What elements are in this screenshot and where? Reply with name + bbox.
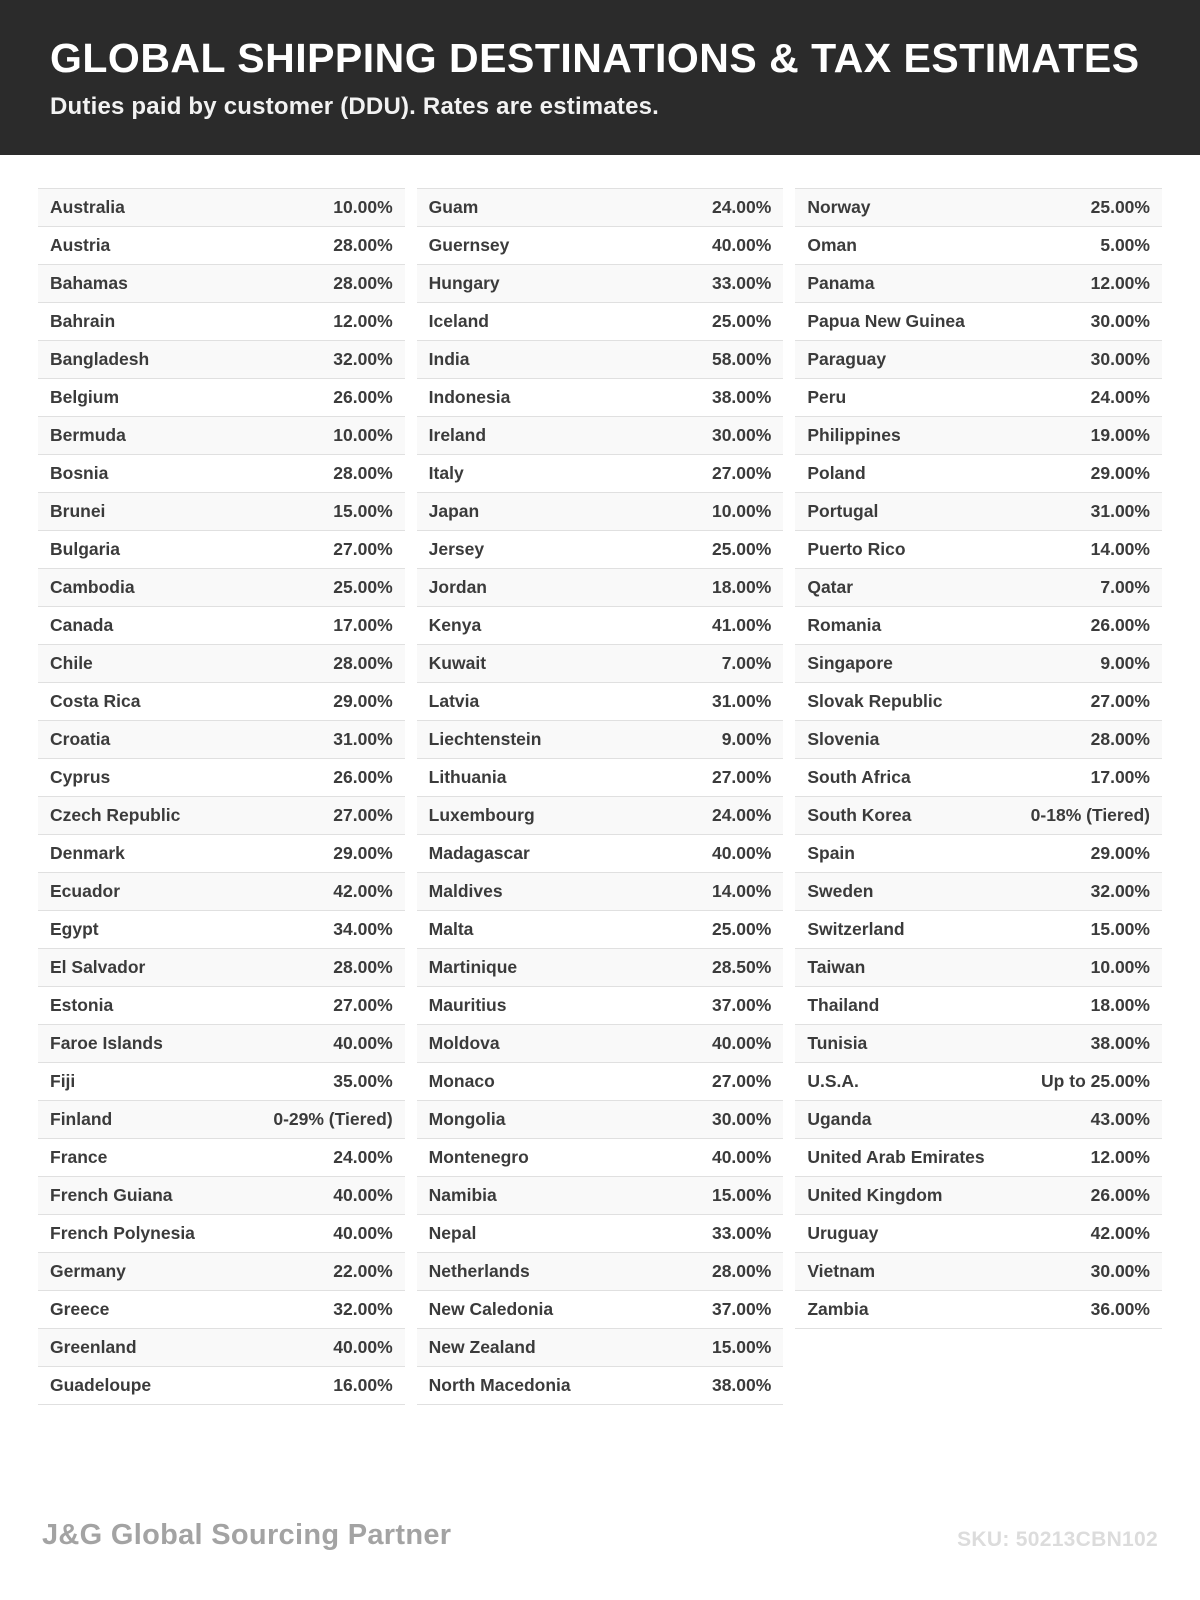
tax-rate: 31.00% [711, 691, 772, 712]
table-row [38, 873, 405, 911]
table-row [417, 1329, 784, 1367]
country-name: Mongolia [428, 1109, 506, 1130]
tax-rate: 16.00% [333, 1375, 393, 1396]
table-row [795, 683, 1162, 721]
table-row [38, 645, 405, 683]
country-name: Taiwan [807, 957, 866, 978]
country-name: Guadeloupe [50, 1375, 152, 1396]
tax-rate: 26.00% [333, 387, 393, 408]
country-name: Croatia [50, 729, 111, 750]
table-row [795, 797, 1162, 835]
tax-rate: 10.00% [711, 501, 772, 522]
tax-rate: 27.00% [333, 805, 393, 826]
tax-rate: 15.00% [333, 501, 393, 522]
table-row [417, 1177, 784, 1215]
country-name: Indonesia [428, 387, 511, 408]
tax-rate: 29.00% [333, 691, 393, 712]
table-row [795, 1177, 1162, 1215]
tax-rate: 29.00% [1090, 463, 1150, 484]
country-name: French Guiana [50, 1185, 173, 1206]
country-name: Namibia [428, 1185, 497, 1206]
table-row [795, 455, 1162, 493]
country-name: Luxembourg [428, 805, 535, 826]
table-row [417, 987, 784, 1025]
country-name: Fiji [50, 1071, 76, 1092]
country-name: Nepal [428, 1223, 477, 1244]
country-name: Bulgaria [50, 539, 121, 560]
tax-rate: 19.00% [1090, 425, 1150, 446]
country-name: South Africa [807, 767, 911, 788]
table-row [417, 1253, 784, 1291]
country-name: Panama [807, 273, 875, 294]
table-row [38, 531, 405, 569]
table-row [417, 911, 784, 949]
country-name: Cyprus [50, 767, 111, 788]
table-row [417, 759, 784, 797]
table-row [795, 1291, 1162, 1329]
country-name: Australia [50, 197, 125, 218]
table-row [417, 949, 784, 987]
country-name: Slovenia [807, 729, 880, 750]
table-row [38, 1025, 405, 1063]
country-name: Thailand [807, 995, 880, 1016]
page-header [0, 0, 1200, 155]
tax-rate: 28.00% [333, 273, 393, 294]
table-row [38, 835, 405, 873]
table-row [38, 1329, 405, 1367]
tax-rate: 28.00% [1090, 729, 1150, 750]
country-name: Moldova [428, 1033, 500, 1054]
table-row [795, 835, 1162, 873]
table-row [417, 569, 784, 607]
table-row [38, 607, 405, 645]
rate-column-3 [795, 188, 1162, 1329]
country-name: Latvia [428, 691, 480, 712]
table-row [38, 417, 405, 455]
country-name: Germany [50, 1261, 126, 1282]
country-name: Montenegro [428, 1147, 529, 1168]
table-row [38, 1291, 405, 1329]
tax-rate: 29.00% [333, 843, 393, 864]
country-name: United Arab Emirates [807, 1147, 985, 1168]
country-name: Ecuador [50, 881, 121, 902]
country-name: Bahamas [50, 273, 128, 294]
rate-column-2 [417, 188, 784, 1405]
tax-rate: 38.00% [1090, 1033, 1150, 1054]
tax-rate: 7.00% [1100, 577, 1150, 598]
table-row [417, 1025, 784, 1063]
tax-rate: 30.00% [1090, 311, 1150, 332]
tax-rate: 24.00% [333, 1147, 393, 1168]
tax-rate: 12.00% [333, 311, 393, 332]
country-name: Oman [807, 235, 857, 256]
country-name: Puerto Rico [807, 539, 906, 560]
table-row [38, 759, 405, 797]
country-name: Madagascar [428, 843, 530, 864]
table-row [795, 189, 1162, 227]
country-name: Canada [50, 615, 114, 636]
tax-rate: 34.00% [333, 919, 393, 940]
country-name: Qatar [807, 577, 854, 598]
tax-rate: 0-18% (Tiered) [1030, 805, 1150, 826]
tax-rate: 18.00% [1090, 995, 1150, 1016]
tax-rate: 18.00% [711, 577, 772, 598]
table-row [38, 493, 405, 531]
table-row [795, 1139, 1162, 1177]
country-name: Netherlands [428, 1261, 530, 1282]
table-row [417, 265, 784, 303]
country-name: Austria [50, 235, 111, 256]
tax-rate: 33.00% [711, 1223, 772, 1244]
country-name: Tunisia [807, 1033, 868, 1054]
table-row [417, 721, 784, 759]
country-name: Ireland [428, 425, 487, 446]
tax-rate: 0-29% (Tiered) [273, 1109, 393, 1130]
table-row [417, 873, 784, 911]
tax-rate: 40.00% [333, 1337, 393, 1358]
table-row [38, 265, 405, 303]
country-name: France [50, 1147, 108, 1168]
table-row [795, 1215, 1162, 1253]
country-name: New Caledonia [428, 1299, 554, 1320]
table-row [417, 341, 784, 379]
tax-rate: 32.00% [333, 349, 393, 370]
country-name: Uganda [807, 1109, 872, 1130]
table-row [795, 911, 1162, 949]
table-row [795, 949, 1162, 987]
tax-rate: 30.00% [711, 1109, 772, 1130]
tax-rate: 24.00% [711, 805, 772, 826]
tax-rate: 25.00% [711, 311, 772, 332]
table-row [417, 303, 784, 341]
country-name: Mauritius [428, 995, 507, 1016]
country-name: Malta [428, 919, 474, 940]
country-name: Greenland [50, 1337, 137, 1358]
table-row [417, 189, 784, 227]
country-name: Faroe Islands [50, 1033, 163, 1054]
tax-rate: 40.00% [333, 1185, 393, 1206]
country-name: India [428, 349, 470, 370]
tax-rate: 25.00% [711, 539, 772, 560]
country-name: Iceland [428, 311, 489, 332]
table-row [795, 1101, 1162, 1139]
tax-rate: 26.00% [1090, 1185, 1150, 1206]
table-row [417, 1063, 784, 1101]
table-row [417, 683, 784, 721]
table-row [795, 417, 1162, 455]
country-name: Egypt [50, 919, 99, 940]
tax-rate: 26.00% [1090, 615, 1150, 636]
country-name: Lithuania [428, 767, 507, 788]
table-row [417, 645, 784, 683]
tax-rate: 10.00% [1090, 957, 1150, 978]
tax-rate: 38.00% [711, 1375, 772, 1396]
tax-rate: 30.00% [1090, 1261, 1150, 1282]
table-row [417, 835, 784, 873]
table-row [795, 987, 1162, 1025]
table-row [38, 1101, 405, 1139]
tax-rate: Up to 25.00% [1041, 1071, 1150, 1092]
tax-rate: 28.00% [333, 463, 393, 484]
country-name: North Macedonia [428, 1375, 571, 1396]
tax-rate: 12.00% [1090, 1147, 1150, 1168]
country-name: Belgium [50, 387, 120, 408]
country-name: Vietnam [807, 1261, 876, 1282]
tax-rate: 29.00% [1090, 843, 1150, 864]
tax-rate: 27.00% [711, 1071, 772, 1092]
country-name: Czech Republic [50, 805, 181, 826]
country-name: United Kingdom [807, 1185, 943, 1206]
table-row [38, 1177, 405, 1215]
table-row [38, 1063, 405, 1101]
country-name: Jordan [428, 577, 488, 598]
tax-rate: 40.00% [711, 1033, 772, 1054]
country-name: Bermuda [50, 425, 126, 446]
page-title: GLOBAL SHIPPING DESTINATIONS & TAX ESTIMATES [50, 35, 1140, 81]
table-row [417, 531, 784, 569]
table-row [417, 1139, 784, 1177]
tax-rate: 27.00% [333, 539, 393, 560]
tax-rate: 15.00% [711, 1337, 772, 1358]
country-name: Bosnia [50, 463, 109, 484]
tax-rate: 24.00% [711, 197, 772, 218]
tax-rate: 40.00% [711, 843, 772, 864]
tax-rate: 27.00% [1090, 691, 1150, 712]
tax-rate: 12.00% [1090, 273, 1150, 294]
tax-rate: 33.00% [711, 273, 772, 294]
tax-rate: 31.00% [1090, 501, 1150, 522]
table-row [38, 683, 405, 721]
table-row [795, 1025, 1162, 1063]
country-name: Zambia [807, 1299, 869, 1320]
tax-rate: 10.00% [333, 425, 393, 446]
tax-rate: 9.00% [721, 729, 772, 750]
tax-rate: 42.00% [333, 881, 393, 902]
tax-rate: 9.00% [1100, 653, 1150, 674]
country-name: Brunei [50, 501, 106, 522]
sku-label: SKU: 50213CBN102 [957, 1528, 1158, 1551]
table-row [38, 227, 405, 265]
country-name: Poland [807, 463, 866, 484]
tax-rate: 37.00% [711, 1299, 772, 1320]
table-row [417, 455, 784, 493]
tax-rate: 30.00% [1090, 349, 1150, 370]
table-row [417, 1101, 784, 1139]
tax-rate: 35.00% [333, 1071, 393, 1092]
tax-rate: 27.00% [711, 463, 772, 484]
country-name: U.S.A. [807, 1071, 859, 1092]
tax-rate: 27.00% [333, 995, 393, 1016]
country-name: Estonia [50, 995, 114, 1016]
tax-rate: 14.00% [1090, 539, 1150, 560]
country-name: Denmark [50, 843, 125, 864]
tax-rate: 43.00% [1090, 1109, 1150, 1130]
table-row [38, 1253, 405, 1291]
country-name: South Korea [807, 805, 912, 826]
table-row [38, 911, 405, 949]
table-row [38, 797, 405, 835]
tax-rate: 40.00% [333, 1033, 393, 1054]
country-name: Switzerland [807, 919, 905, 940]
tax-rate: 37.00% [711, 995, 772, 1016]
page-subtitle: Duties paid by customer (DDU). Rates are estimates. [50, 93, 660, 121]
table-row [38, 1215, 405, 1253]
table-row [795, 265, 1162, 303]
country-name: Norway [807, 197, 871, 218]
table-row [417, 227, 784, 265]
country-name: Chile [50, 653, 93, 674]
table-row [38, 987, 405, 1025]
country-name: Japan [428, 501, 480, 522]
table-row [795, 227, 1162, 265]
tax-rate: 28.50% [711, 957, 772, 978]
tax-rate: 24.00% [1090, 387, 1150, 408]
country-name: Papua New Guinea [807, 311, 965, 332]
table-row [38, 455, 405, 493]
tax-rate-table [0, 155, 1200, 1519]
country-name: Italy [428, 463, 464, 484]
country-name: Peru [807, 387, 847, 408]
tax-rate: 31.00% [333, 729, 393, 750]
tax-rate: 28.00% [333, 235, 393, 256]
country-name: Kenya [428, 615, 482, 636]
tax-rate: 27.00% [711, 767, 772, 788]
country-name: French Polynesia [50, 1223, 195, 1244]
tax-rate: 17.00% [333, 615, 393, 636]
tax-rate: 17.00% [1090, 767, 1150, 788]
table-row [38, 341, 405, 379]
country-name: Greece [50, 1299, 110, 1320]
country-name: Liechtenstein [428, 729, 542, 750]
brand-name: J&G Global Sourcing Partner [42, 1519, 452, 1551]
table-row [795, 569, 1162, 607]
tax-rate: 28.00% [333, 957, 393, 978]
table-row [417, 493, 784, 531]
tax-rate: 28.00% [711, 1261, 772, 1282]
table-row [38, 949, 405, 987]
country-name: Finland [50, 1109, 113, 1130]
country-name: Bangladesh [50, 349, 150, 370]
tax-rate: 58.00% [711, 349, 772, 370]
tax-rate: 40.00% [333, 1223, 393, 1244]
country-name: Bahrain [50, 311, 116, 332]
table-row [38, 569, 405, 607]
tax-rate: 14.00% [711, 881, 772, 902]
table-row [795, 379, 1162, 417]
country-name: Martinique [428, 957, 518, 978]
tax-rate: 22.00% [333, 1261, 393, 1282]
table-row [795, 341, 1162, 379]
country-name: Monaco [428, 1071, 495, 1092]
tax-rate: 25.00% [711, 919, 772, 940]
country-name: El Salvador [50, 957, 146, 978]
table-row [417, 797, 784, 835]
tax-rate: 15.00% [1090, 919, 1150, 940]
country-name: Cambodia [50, 577, 135, 598]
table-row [795, 493, 1162, 531]
table-row [38, 721, 405, 759]
country-name: Paraguay [807, 349, 887, 370]
country-name: New Zealand [428, 1337, 536, 1358]
table-row [795, 1063, 1162, 1101]
country-name: Hungary [428, 273, 500, 294]
table-row [38, 189, 405, 227]
tax-rate: 32.00% [1090, 881, 1150, 902]
table-row [795, 303, 1162, 341]
table-row [417, 417, 784, 455]
tax-rate: 15.00% [711, 1185, 772, 1206]
table-row [795, 531, 1162, 569]
tax-rate: 40.00% [711, 1147, 772, 1168]
tax-rate: 30.00% [711, 425, 772, 446]
tax-rate: 25.00% [333, 577, 393, 598]
country-name: Uruguay [807, 1223, 879, 1244]
table-row [38, 1367, 405, 1405]
table-row [795, 721, 1162, 759]
table-row [417, 1215, 784, 1253]
tax-rate: 25.00% [1090, 197, 1150, 218]
table-row [38, 303, 405, 341]
country-name: Maldives [428, 881, 503, 902]
table-row [795, 607, 1162, 645]
table-row [795, 645, 1162, 683]
country-name: Portugal [807, 501, 879, 522]
tax-rate: 26.00% [333, 767, 393, 788]
tax-rate: 7.00% [721, 653, 772, 674]
table-row [795, 873, 1162, 911]
tax-rate: 36.00% [1090, 1299, 1150, 1320]
tax-rate: 10.00% [333, 197, 393, 218]
country-name: Guernsey [428, 235, 510, 256]
tax-rate: 38.00% [711, 387, 772, 408]
page-footer [0, 1519, 1200, 1600]
country-name: Guam [428, 197, 479, 218]
table-row [417, 607, 784, 645]
tax-rate: 41.00% [711, 615, 772, 636]
table-row [795, 1253, 1162, 1291]
rate-column-1 [38, 188, 405, 1405]
table-row [417, 1291, 784, 1329]
table-row [795, 759, 1162, 797]
country-name: Jersey [428, 539, 485, 560]
tax-rate: 42.00% [1090, 1223, 1150, 1244]
country-name: Singapore [807, 653, 893, 674]
country-name: Costa Rica [50, 691, 141, 712]
tax-rate: 32.00% [333, 1299, 393, 1320]
tax-rate: 40.00% [711, 235, 772, 256]
country-name: Romania [807, 615, 882, 636]
table-row [38, 379, 405, 417]
table-row [417, 379, 784, 417]
country-name: Philippines [807, 425, 901, 446]
country-name: Spain [807, 843, 855, 864]
table-row [417, 1367, 784, 1405]
country-name: Slovak Republic [807, 691, 943, 712]
country-name: Sweden [807, 881, 874, 902]
tax-rate: 28.00% [333, 653, 393, 674]
tax-rate: 5.00% [1100, 235, 1150, 256]
table-row [38, 1139, 405, 1177]
country-name: Kuwait [428, 653, 487, 674]
